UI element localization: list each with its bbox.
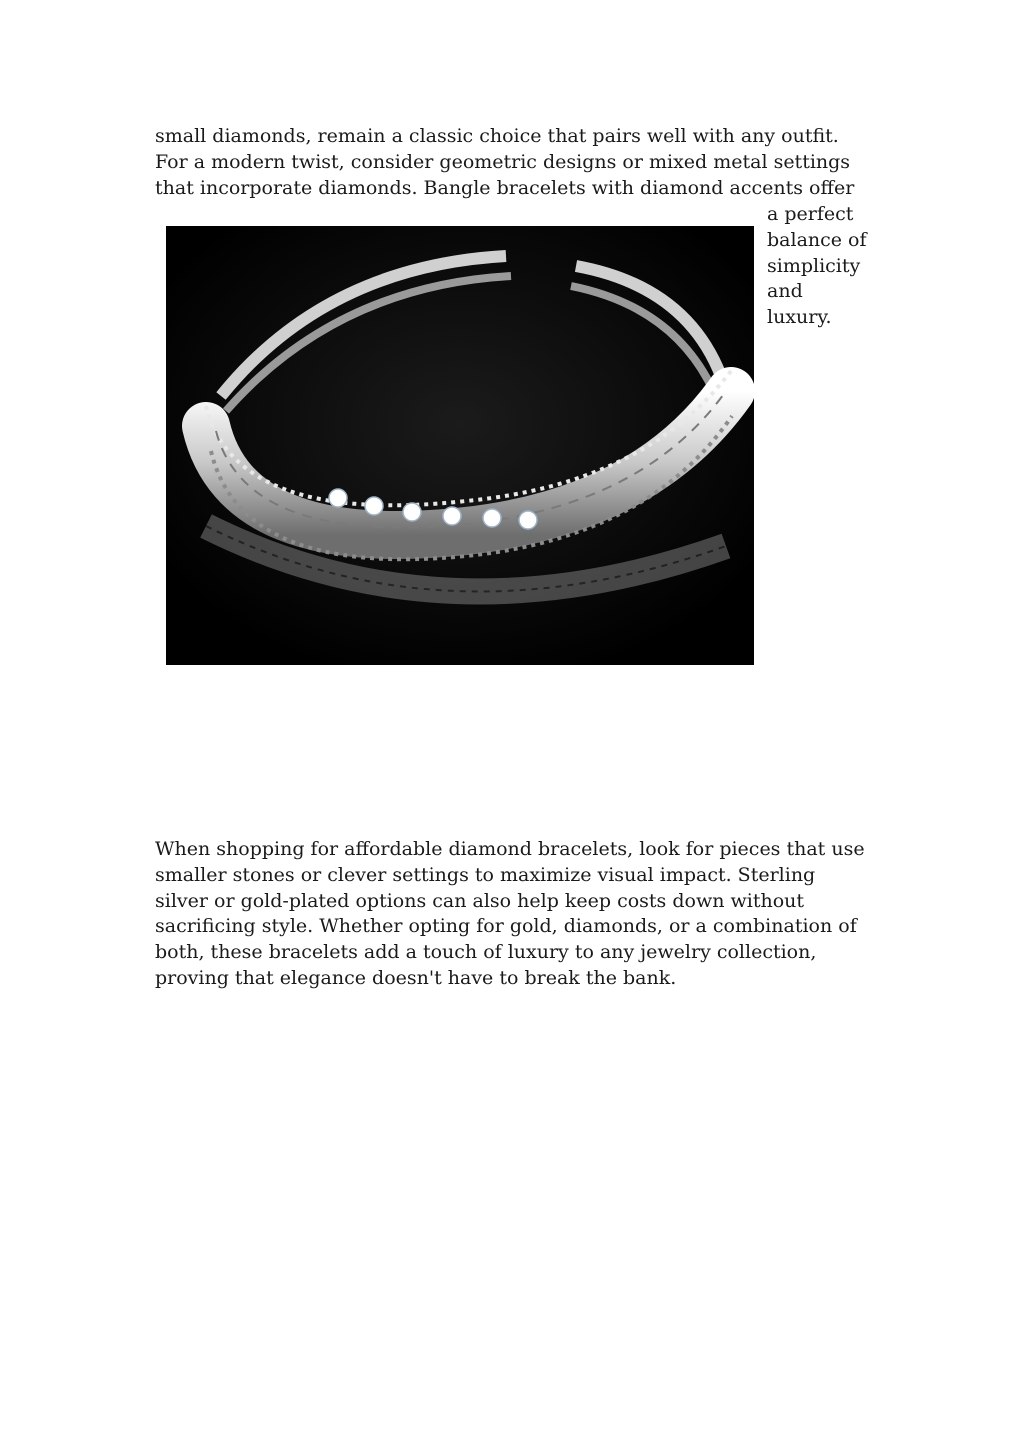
text-line: luxury. bbox=[767, 306, 832, 329]
bracelet-photo bbox=[166, 226, 754, 665]
text-line: both, these bracelets add a touch of luxury to any jewelry collection, bbox=[155, 941, 817, 964]
paragraph-intro bbox=[155, 124, 875, 201]
text-line: silver or gold-plated options can also help keep costs down without bbox=[155, 889, 805, 912]
text-line: smaller stones or clever settings to maximize visual impact. Sterling bbox=[155, 863, 816, 886]
text-line: and bbox=[767, 280, 803, 303]
paragraph-wrap-text bbox=[767, 202, 867, 331]
text-line: For a modern twist, consider geometric designs or mixed metal settings bbox=[155, 150, 851, 173]
text-line: balance of bbox=[767, 228, 867, 251]
text-line: sacrificing style. Whether opting for gold, diamonds, or a combination of bbox=[155, 915, 857, 938]
text-line: proving that elegance doesn't have to break the bank. bbox=[155, 966, 677, 989]
paragraph-shopping-tips bbox=[155, 837, 875, 992]
text-line: small diamonds, remain a classic choice that pairs well with any outfit. bbox=[155, 125, 839, 147]
bracelet-illustration bbox=[166, 226, 754, 665]
text-line: that incorporate diamonds. Bangle bracelets with diamond accents offer bbox=[155, 176, 855, 199]
text-line: simplicity bbox=[767, 254, 861, 277]
text-line: a perfect bbox=[767, 203, 854, 225]
text-line: When shopping for affordable diamond bracelets, look for pieces that use bbox=[155, 838, 865, 860]
